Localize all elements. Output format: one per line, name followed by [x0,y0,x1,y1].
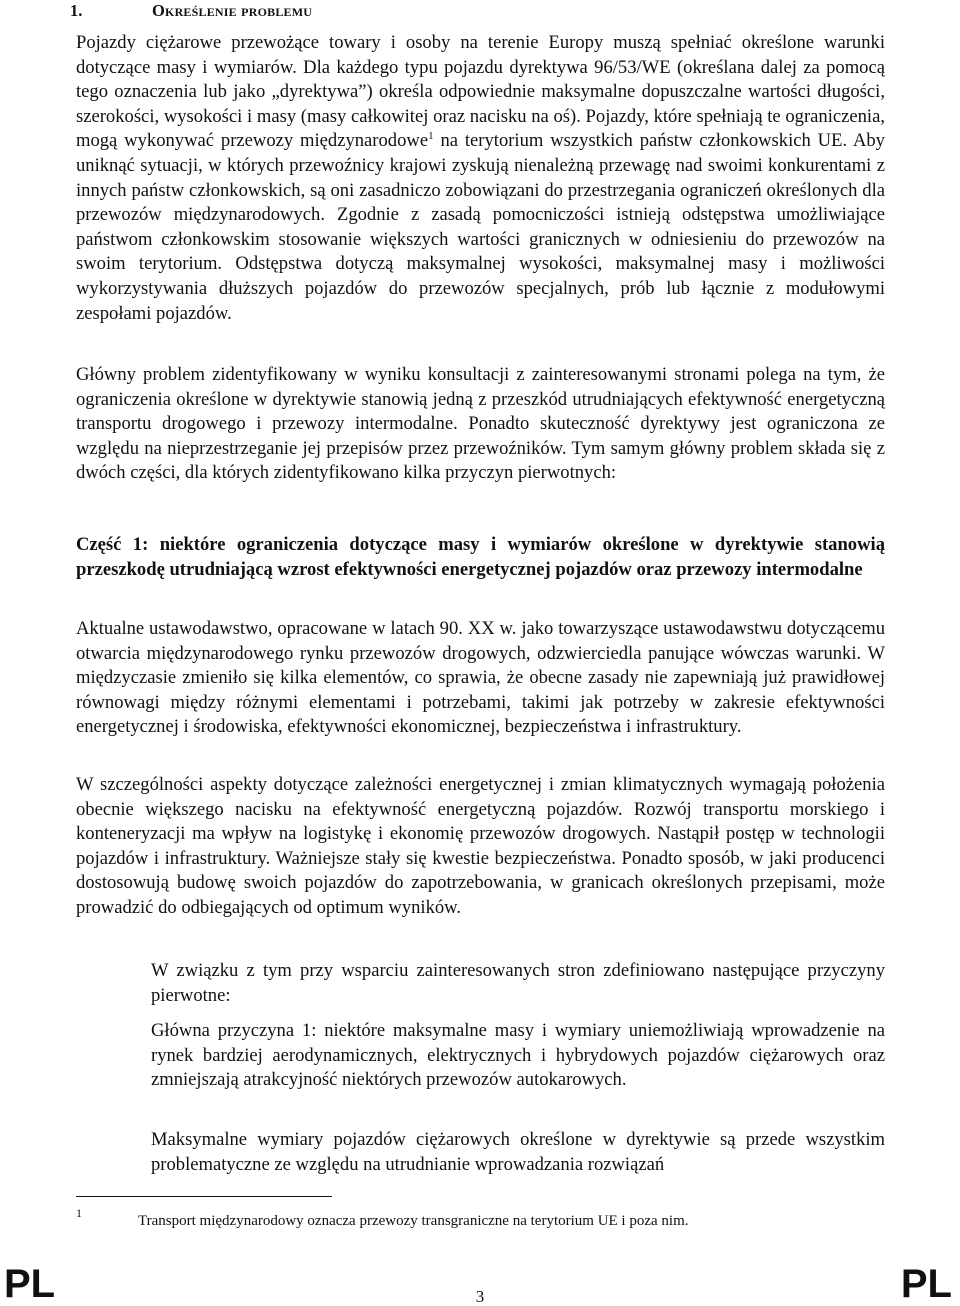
language-code-left: PL [4,1262,56,1306]
paragraph-1-text-b: na terytorium wszystkich państw członkowskich UE. Aby uniknąć sytuacji, w których przewoźnicy krajowi zyskują nienależną przewagę nad swoimi konkurentami z innych państw członkowskich, są oni zasadniczo zobowiązani do przestrzegania ograniczeń określonych dla przewozów międzynarodowych. Zgodnie z zasadą pomocniczości istnieją odstępstwa umożliwiające państwom członkowskim stosowanie większych wartości granicznych w odniesieniu do przewozów na swoim terytorium. Odstępstwa dotyczą maksymalnej wysokości, maksymalnej masy i możliwości wykorzystywania dłuższych pojazdów do przewozów specjalnych, prób lub łącznie z modułowymi zespołami pojazdów. [76,130,885,324]
section-title: Określenie problemu [152,1,313,20]
footnote-text: Transport międzynarodowy oznacza przewozy transgraniczne na terytorium UE i poza nim. [138,1213,689,1229]
paragraph-3: Aktualne ustawodawstwo, opracowane w latach 90. XX w. jako towarzyszące ustawodawstwu dotyczącemu otwarcia międzynarodowego rynku przewozów drogowych, odzwierciedla panujące wówczas warunki. W międzyczasie zmieniło się kilka elementów, co sprawia, że obecne zasady nie zapewniają już prawidłowej równowagi między różnymi elementami i potrzebami, takimi jak potrzeby w zakresie efektywności energetycznej i środowiska, efektywności ekonomicznej, bezpieczeństwa i infrastruktury. [76,618,885,738]
footnote-separator [76,1196,332,1197]
paragraph-1-text-a: Pojazdy ciężarowe przewożące towary i osoby na terenie Europy muszą spełniać określone warunki dotyczące masy i wymiarów. Dla każdego typu pojazdu dyrektywa 96/53/WE (określana dalej za pomocą tego oznaczenia lub jako „dyrektywa”) określa odpowiednie maksymalne dopuszczalne wartości długości, szerokości, wysokości i masy (masy całkowitej oraz nacisku na oś). Pojazdy, które spełniają te ograniczenia, mogą wykonywać przewozy międzynarodowe [76,32,885,152]
section-number: 1. [70,1,83,20]
page-number: 3 [475,1287,485,1306]
footnote-reference: 1 [428,130,434,143]
language-code-right: PL [900,1262,952,1306]
paragraph-1 [76,31,885,326]
paragraph-7: Maksymalne wymiary pojazdów ciężarowych określone w dyrektywie są przede wszystkim problematyczne ze względu na utrudnianie wprowadzania rozwiązań [151,1129,885,1175]
footnote-number: 1 [76,1206,82,1220]
part-1-heading: Część 1: niektóre ograniczenia dotyczące masy i wymiarów określone w dyrektywie stanowią przeszkodę utrudniającą wzrost efektywności energetycznej pojazdów oraz przewozy intermodalne [76,534,885,580]
paragraph-6: Główna przyczyna 1: niektóre maksymalne masy i wymiary uniemożliwiają wprowadzenie na rynek bardziej aerodynamicznych, elektrycznych i hybrydowych pojazdów ciężarowych oraz zmniejszają atrakcyjność niektórych przewozów autokarowych. [151,1020,885,1091]
paragraph-2: Główny problem zidentyfikowany w wyniku konsultacji z zainteresowanymi stronami polega na tym, że ograniczenia określone w dyrektywie stanowią jedną z przeszkód utrudniających efektywność energetyczną transportu drogowego i przewozy intermodalne. Ponadto skuteczność dyrektywy jest ograniczona ze względu na nieprzestrzeganie jej przepisów przez przewoźników. Tym samym główny problem składa się z dwóch części, dla których zidentyfikowano kilka przyczyn pierwotnych: [76,364,885,484]
paragraph-4: W szczególności aspekty dotyczące zależności energetycznej i zmian klimatycznych wymagają położenia obecnie większego nacisku na efektywność energetyczną pojazdów. Rozwój transportu morskiego i konteneryzacji ma wpływ na logistykę i ekonomię przewozów drogowych. Nastąpił postęp w technologii pojazdów i infrastruktury. Ważniejsze stały się kwestie bezpieczeństwa. Ponadto sposób, w jaki producenci dostosowują budowę swoich pojazdów do zapotrzebowania, w granicach określonych przepisami, może prowadzić do odbiegających od optimum wyników. [76,774,885,918]
paragraph-5: W związku z tym przy wsparciu zainteresowanych stron zdefiniowano następujące przyczyny pierwotne: [151,960,885,1006]
